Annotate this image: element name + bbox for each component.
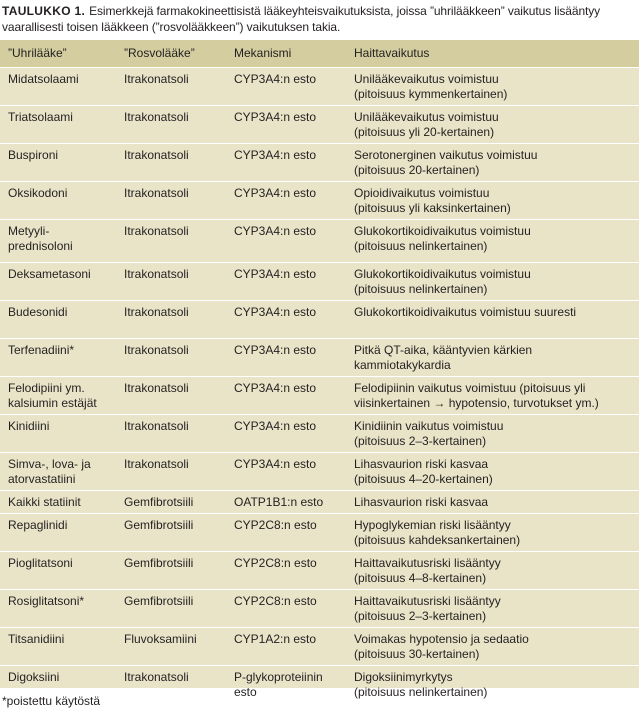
caption-text: Esimerkkejä farmakokineettisistä lääkeyhteisvaikutuksista, joissa ”uhrilääkkeen” vaikutus lisääntyy vaarallisesti toisen lääkkeen (”rosvolääkkeen”) vaikutuksen takia. <box>2 4 601 34</box>
row-adverse-effect: Lihasvaurion riski kasvaa (pitoisuus 4–20-kertainen) <box>354 457 493 486</box>
header-victim-drug: ”Uhrilääke” <box>8 46 67 60</box>
table-row <box>0 338 639 376</box>
row-victim-drug: Titsanidiini <box>8 632 65 646</box>
row-victim-drug: Pioglitatsoni <box>8 556 73 570</box>
row-adverse-effect: Felodipiinin vaikutus voimistuu (pitoisuus yli viisinkertainen → hypotensio, turvotukset ym.) <box>354 381 599 410</box>
row-perpetrator-drug: Itrakonatsoli <box>124 186 189 200</box>
row-mechanism: P-glykoproteiinin esto <box>234 670 323 699</box>
table-header-row <box>0 40 639 67</box>
row-perpetrator-drug: Itrakonatsoli <box>124 110 189 124</box>
row-adverse-effect: Digoksiinimyrkytys (pitoisuus nelinkertainen) <box>354 670 488 699</box>
row-perpetrator-drug: Itrakonatsoli <box>124 343 189 357</box>
table-row <box>0 300 639 338</box>
row-mechanism: CYP2C8:n esto <box>234 594 317 608</box>
table-row <box>0 181 639 219</box>
table-row <box>0 490 639 513</box>
row-mechanism: CYP3A4:n esto <box>234 381 317 395</box>
table-row <box>0 665 639 699</box>
table-row <box>0 627 639 665</box>
row-mechanism: CYP1A2:n esto <box>234 632 317 646</box>
row-victim-drug: Buspironi <box>8 148 59 162</box>
table-row <box>0 513 639 551</box>
table-row <box>0 551 639 589</box>
table-row <box>0 589 639 627</box>
row-mechanism: CYP3A4:n esto <box>234 305 317 319</box>
row-perpetrator-drug: Itrakonatsoli <box>124 224 189 238</box>
row-perpetrator-drug: Itrakonatsoli <box>124 670 189 684</box>
row-perpetrator-drug: Itrakonatsoli <box>124 72 189 86</box>
row-mechanism: CYP3A4:n esto <box>234 267 317 281</box>
table-caption <box>2 3 638 35</box>
table-row <box>0 219 639 262</box>
table-row <box>0 105 639 143</box>
header-perpetrator-drug: ”Rosvolääke” <box>124 46 195 60</box>
row-victim-drug: Kinidiini <box>8 419 50 433</box>
table-row <box>0 143 639 181</box>
row-mechanism: CYP2C8:n esto <box>234 518 317 532</box>
row-perpetrator-drug: Itrakonatsoli <box>124 305 189 319</box>
row-adverse-effect: Opioidivaikutus voimistuu (pitoisuus yli kaksinkertainen) <box>354 186 511 215</box>
table-row <box>0 376 639 414</box>
row-mechanism: CYP3A4:n esto <box>234 224 317 238</box>
table-row <box>0 262 639 300</box>
table-row <box>0 452 639 490</box>
row-mechanism: CYP3A4:n esto <box>234 457 317 471</box>
row-mechanism: OATP1B1:n esto <box>234 495 324 509</box>
row-perpetrator-drug: Itrakonatsoli <box>124 267 189 281</box>
row-adverse-effect: Haittavaikutusriski lisääntyy (pitoisuus 4–8-kertainen) <box>354 556 501 585</box>
row-victim-drug: Digoksiini <box>8 670 60 684</box>
row-perpetrator-drug: Itrakonatsoli <box>124 148 189 162</box>
row-adverse-effect: Glukokortikoidivaikutus voimistuu (pitoisuus nelinkertainen) <box>354 224 531 253</box>
row-adverse-effect: Glukokortikoidivaikutus voimistuu suuresti <box>354 305 577 319</box>
row-victim-drug: Triatsolaami <box>8 110 73 124</box>
row-mechanism: CYP3A4:n esto <box>234 419 317 433</box>
row-perpetrator-drug: Itrakonatsoli <box>124 381 189 395</box>
row-victim-drug: Rosiglitatsoni* <box>8 594 85 608</box>
row-adverse-effect: Unilääkevaikutus voimistuu (pitoisuus yli 20-kertainen) <box>354 110 499 139</box>
row-perpetrator-drug: Itrakonatsoli <box>124 457 189 471</box>
row-adverse-effect: Hypoglykemian riski lisääntyy (pitoisuus kahdeksankertainen) <box>354 518 521 547</box>
row-victim-drug: Budesonidi <box>8 305 68 319</box>
row-perpetrator-drug: Gemfibrotsiili <box>124 594 194 608</box>
row-victim-drug: Deksametasoni <box>8 267 91 281</box>
row-adverse-effect: Voimakas hypotensio ja sedaatio (pitoisuus 30-kertainen) <box>354 632 529 661</box>
row-mechanism: CYP3A4:n esto <box>234 110 317 124</box>
table-row <box>0 414 639 452</box>
footnote: *poistettu käytöstä <box>2 694 101 708</box>
row-victim-drug: Repaglinidi <box>8 518 68 532</box>
row-mechanism: CYP3A4:n esto <box>234 148 317 162</box>
caption-label: TAULUKKO 1. <box>2 4 86 18</box>
row-perpetrator-drug: Itrakonatsoli <box>124 419 189 433</box>
row-perpetrator-drug: Gemfibrotsiili <box>124 556 194 570</box>
row-victim-drug: Midatsolaami <box>8 72 79 86</box>
row-perpetrator-drug: Fluvoksamiini <box>124 632 197 646</box>
row-adverse-effect: Lihasvaurion riski kasvaa <box>354 495 489 509</box>
row-adverse-effect: Serotonerginen vaikutus voimistuu (pitoisuus 20-kertainen) <box>354 148 538 177</box>
row-victim-drug: Simva-, lova- ja atorvastatiini <box>8 457 91 486</box>
row-mechanism: CYP3A4:n esto <box>234 72 317 86</box>
row-perpetrator-drug: Gemfibrotsiili <box>124 495 194 509</box>
row-adverse-effect: Pitkä QT-aika, kääntyvien kärkien kammiotakykardia <box>354 343 533 372</box>
row-victim-drug: Oksikodoni <box>8 186 68 200</box>
row-victim-drug: Terfenadiini* <box>8 343 75 357</box>
row-mechanism: CYP3A4:n esto <box>234 186 317 200</box>
header-adverse-effect: Haittavaikutus <box>354 46 430 60</box>
row-adverse-effect: Haittavaikutusriski lisääntyy (pitoisuus 2–3-kertainen) <box>354 594 501 623</box>
row-victim-drug: Kaikki statiinit <box>8 495 81 509</box>
table-row <box>0 67 639 105</box>
row-victim-drug: Felodipiini ym. kalsiumin estäjät <box>8 381 97 410</box>
row-mechanism: CYP2C8:n esto <box>234 556 317 570</box>
row-perpetrator-drug: Gemfibrotsiili <box>124 518 194 532</box>
header-mechanism: Mekanismi <box>234 46 292 60</box>
row-victim-drug: Metyyli- prednisoloni <box>8 224 73 253</box>
interaction-table <box>0 40 639 699</box>
row-adverse-effect: Kinidiinin vaikutus voimistuu (pitoisuus 2–3-kertainen) <box>354 419 504 448</box>
row-mechanism: CYP3A4:n esto <box>234 343 317 357</box>
row-adverse-effect: Glukokortikoidivaikutus voimistuu (pitoisuus nelinkertainen) <box>354 267 531 296</box>
row-adverse-effect: Unilääkevaikutus voimistuu (pitoisuus kymmenkertainen) <box>354 72 508 101</box>
